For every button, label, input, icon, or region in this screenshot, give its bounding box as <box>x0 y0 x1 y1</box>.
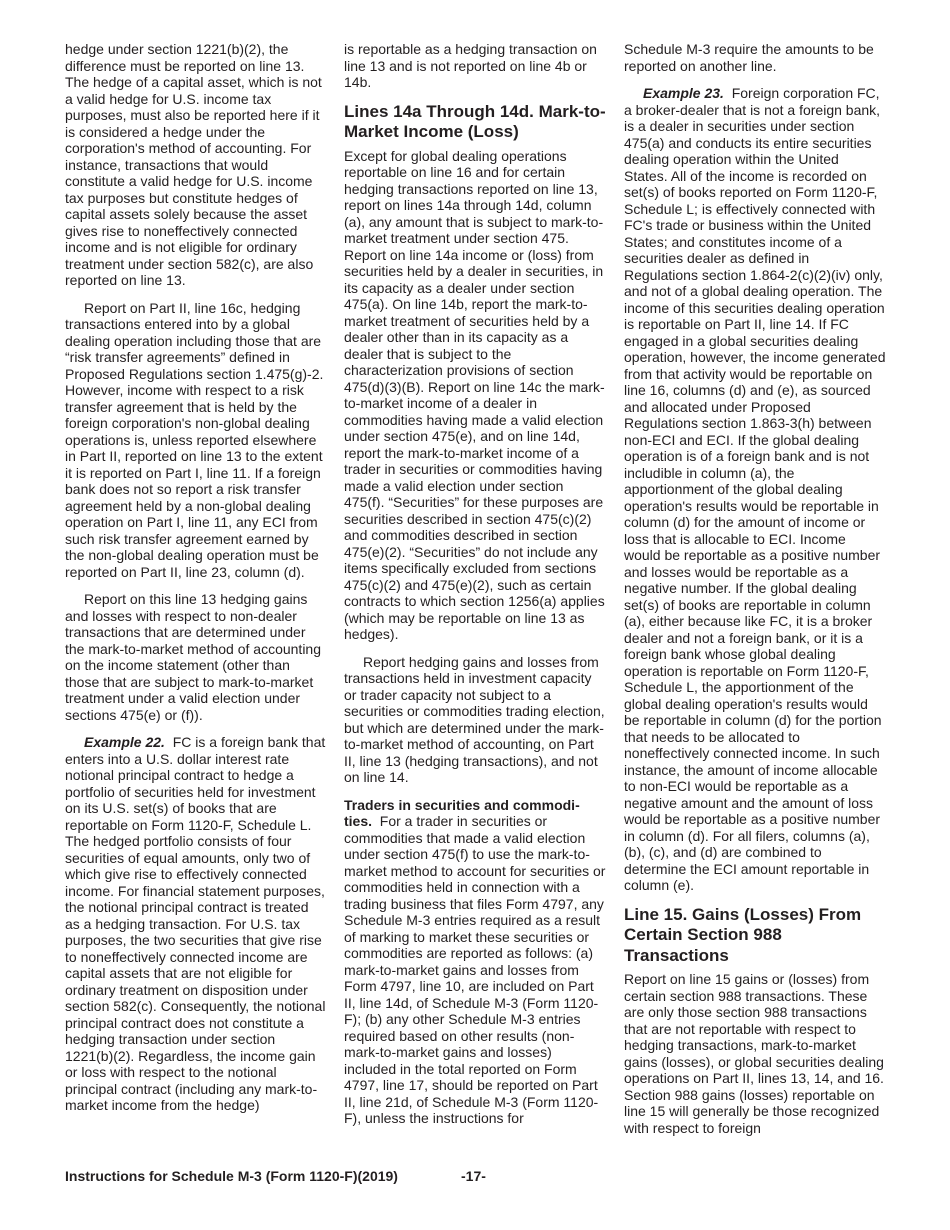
paragraph: Report on this line 13 hedging gains and losses with respect to non-dealer transactions that are determined under the mark-to-market method of accounting on the income statement (other than those that are subject to mark-to-market treatment under a valid election under sections 475(e) or (f)). <box>65 591 322 723</box>
paragraph: Schedule M-3 require the amounts to be reported on another line. <box>624 41 874 74</box>
run-in-paragraph <box>344 797 606 1127</box>
paragraph: hedge under section 1221(b)(2), the difference must be reported on line 13. The hedge of a capital asset, which is not a valid hedge for U.S. income tax purposes, must also be reported here if it is considered a hedge under the corporation's method of accounting. For instance, transactions that would constitute a valid hedge for U.S. income tax purposes but constitute hedges of capital assets solely because the asset gives rise to noneffectively connected income and is not eligible for ordinary treatment under section 582(c), are also reported on line 13. <box>65 41 322 288</box>
paragraph-text: Foreign corporation FC, a broker-dealer that is not a foreign bank, is a dealer in securities under section 475(a) and conducts its entire securities dealing operation within the United States. All of the income is recorded on set(s) of books reported on Form 1120-F, Schedule L; is effectively connected with FC's trade or business within the United States; and constitutes income of a securities dealer as defined in Regulations section 1.864-2(c)(2)(iv) only, and not of a global dealing operation. The income of this securities dealing operation is reportable on Part II, line 14. If FC engaged in a global securities dealing operation, however, the income generated from that activity would be reportable on line 16, columns (d) and (e), as sourced and allocated under Proposed Regulations section 1.863-3(h) between non-ECI and ECI. If the global dealing operation is of a foreign bank and is not includible in column (a), the apportionment of the global dealing operation's results would be reportable in column (d) for the amount of income or loss that is allocable to ECI. Income would be reportable as a positive number and losses would be reportable as a negative number. If the global dealing set(s) of books are reportable in column (a), either because like FC, it is a broker dealer and not a foreign bank, or it is a foreign bank whose global dealing operation is reportable on Form 1120-F, Schedule L, the apportionment of the global dealing operation's results would be reportable in column (d) for the portion that needs to be allocated to noneffectively connected income. In such instance, the amount of income allocable to non-ECI would be reportable as a negative amount and the amount of loss would be reportable as a positive number in column (d). For all filers, columns (a), (b), (c), and (d) are combined to determine the ECI amount reportable in column (e). <box>624 85 886 893</box>
paragraph: Report on Part II, line 16c, hedging transactions entered into by a global dealing operation including those that are “risk transfer agreements” defined in Proposed Regulations section 1.475(g)-2. However, income with respect to a risk transfer agreement that is held by the foreign corporation's non-global dealing operations is, unless reported elsewhere in Part II, reported on line 13 to the extent it is reported on Part I, line 11. If a foreign bank does not so report a risk transfer agreement held by a non-global dealing operation on Part I, line 11, any ECI from such risk transfer agreement earned by the non-global dealing operation must be reported on Part II, line 23, column (d). <box>65 299 324 580</box>
example-label: Example 22. <box>84 734 165 750</box>
section-heading: Line 15. Gains (Losses) From Certain Section 988 Transactions <box>624 904 862 965</box>
page-number: -17- <box>461 1168 486 1184</box>
text-column-left <box>65 41 327 1125</box>
footer-document-title: Instructions for Schedule M-3 (Form 1120-F)(2019) <box>65 1168 398 1184</box>
paragraph-text: For a trader in securities or commodities that made a valid election under section 475(f) to use the mark-to-market method to account for securities or commodities held in connection with a trading business that files Form 4797, any Schedule M-3 entries required as a result of marking to market these securities or commodities are reported as follows: (a) mark-to-market gains and losses from Form 4797, line 10, are included on Part II, line 14d, of Schedule M-3 (Form 1120-F); (b) any other Schedule M-3 entries required based on other results (non-mark-to-market gains and losses) included in the total reported on Form 4797, line 17, should be reported on Part II, line 21d, of Schedule M-3 (Form 1120-F), unless the instructions for <box>344 813 606 1126</box>
paragraph: Report hedging gains and losses from transactions held in investment capacity or trader capacity not subject to a securities or commodities trading election, but which are determined under the mark-to-market method of accounting, on Part II, line 13 (hedging transactions), and not on line 14. <box>344 653 605 785</box>
example-paragraph <box>65 734 327 1114</box>
paragraph-text: FC is a foreign bank that enters into a U.S. dollar interest rate notional principal contract to hedge a portfolio of securities held for investment on its U.S. set(s) of books that are reportable on Form 1120-F, Schedule L. The hedged portfolio consists of four securities of equal amounts, only two of which give rise to effectively connected income. For financial statement purposes, the notional principal contract is treated as a hedging transaction. For U.S. tax purposes, the two securities that give rise to noneffectively connected income are capital assets that are not eligible for ordinary treatment on disposition under section 582(c). Consequently, the notional principal contract does not constitute a hedging transaction under section 1221(b)(2). Regardless, the income gain or loss with respect to the notional principal contract (including any mark-to-market income from the hedge) <box>65 734 326 1113</box>
text-column-right <box>624 41 886 1147</box>
text-column-middle <box>344 41 606 1138</box>
paragraph: Except for global dealing operations reportable on line 16 and for certain hedging transactions reported on line 13, report on lines 14a through 14d, column (a), any amount that is subject to mark-to-market treatment under section 475. Report on line 14a income or (loss) from securities held by a dealer in securities, in its capacity as a dealer under section 475(a). On line 14b, report the mark-to-market treatment of securities held by a dealer other than in its capacity as a dealer that is subject to the characterization provisions of section 475(d)(3)(B). Report on line 14c the mark-to-market income of a dealer in commodities having made a valid election under section 475(e), and on line 14d, report the mark-to-market income of a trader in securities or commodities having made a valid election under section 475(f). “Securities” for these purposes are securities described in section 475(c)(2) and commodities described in section 475(e)(2). “Securities” do not include any items specifically excluded from sections 475(c)(2) and 475(e)(2), such as certain contracts to which section 1256(a) applies (which may be reportable on line 13 as hedges). <box>344 147 605 642</box>
run-in-heading: Traders in securities and commodi-ties. <box>344 796 580 829</box>
example-label: Example 23. <box>643 85 724 101</box>
section-heading: Lines 14a Through 14d. Mark-to-Market Income (Loss) <box>344 101 606 141</box>
example-paragraph <box>624 85 886 894</box>
paragraph: Report on line 15 gains or (losses) from certain section 988 transactions. These are only those section 988 transactions that are not reportable with respect to hedging transactions, mark-to-market gains (losses), or global securities dealing operations on Part II, lines 13, 14, and 16. Section 988 gains (losses) reportable on line 15 will generally be those recognized with respect to foreign <box>624 971 884 1136</box>
paragraph: is reportable as a hedging transaction on line 13 and is not reported on line 4b or 14b. <box>344 41 597 90</box>
